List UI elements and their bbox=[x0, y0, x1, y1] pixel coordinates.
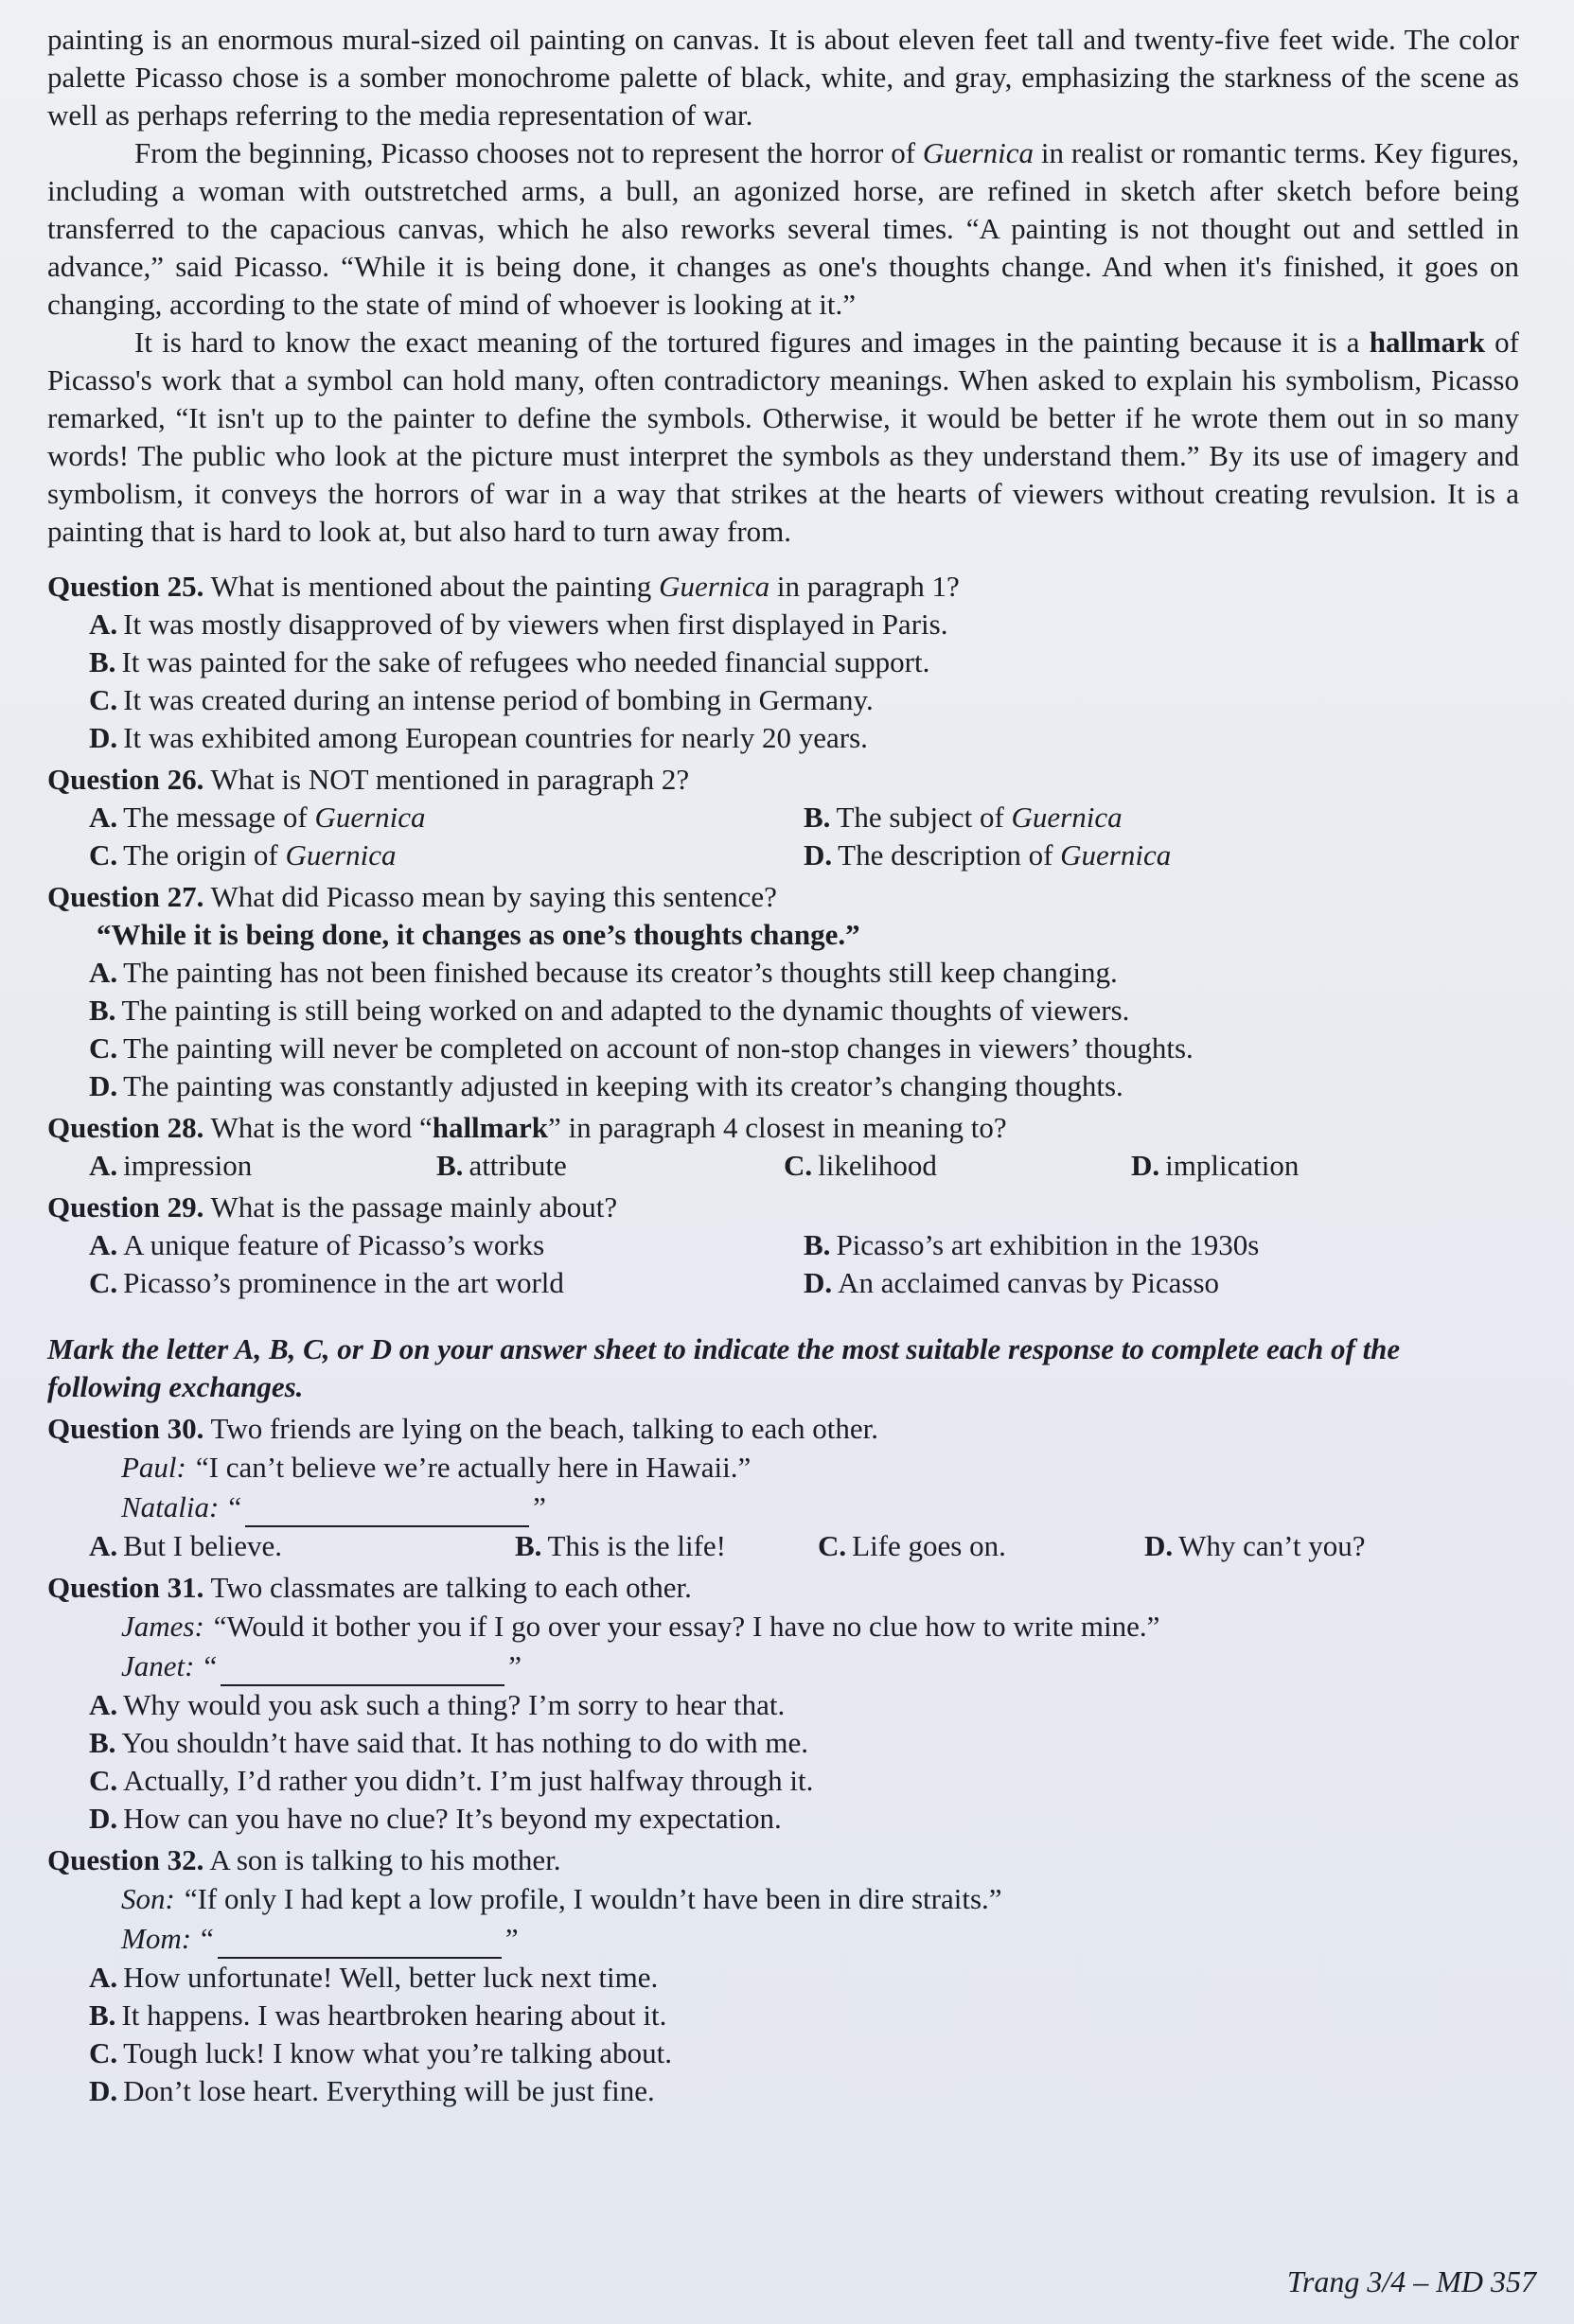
option-b[interactable] bbox=[515, 1527, 818, 1565]
option-text: You shouldn’t have said that. It has nothing to do with me. bbox=[121, 1726, 809, 1759]
option-a[interactable] bbox=[89, 606, 1519, 643]
option-letter: C. bbox=[89, 1764, 118, 1797]
option-text: The message of bbox=[123, 801, 315, 834]
question-27 bbox=[47, 878, 1519, 1105]
option-text: implication bbox=[1165, 1149, 1300, 1182]
option-text: Actually, I’d rather you didn’t. I’m just halfway through it. bbox=[123, 1764, 814, 1797]
option-b[interactable] bbox=[436, 1147, 784, 1185]
option-text: Tough luck! I know what you’re talking about. bbox=[123, 2036, 672, 2069]
option-b[interactable] bbox=[89, 992, 1519, 1030]
question-32 bbox=[47, 1841, 1519, 2110]
answer-blank bbox=[218, 1928, 502, 1959]
question-number: Question 26. bbox=[47, 763, 204, 796]
option-c[interactable] bbox=[818, 1527, 1144, 1565]
question-number: Question 29. bbox=[47, 1190, 204, 1224]
option-letter: C. bbox=[89, 683, 118, 716]
option-letter: A. bbox=[89, 1228, 118, 1261]
option-text: The origin of bbox=[123, 838, 286, 872]
close-quote: ” bbox=[508, 1649, 522, 1682]
option-letter: B. bbox=[804, 801, 831, 834]
option-text: It was painted for the sake of refugees who needed financial support. bbox=[121, 645, 930, 678]
option-letter: D. bbox=[804, 838, 833, 872]
option-b[interactable] bbox=[89, 643, 1519, 681]
stem-a: What is the word “ bbox=[203, 1111, 433, 1144]
option-letter: C. bbox=[89, 1031, 118, 1065]
option-text: likelihood bbox=[818, 1149, 937, 1182]
speaker-2-line bbox=[47, 1488, 1519, 1527]
option-a[interactable] bbox=[89, 1686, 1519, 1724]
option-letter: A. bbox=[89, 801, 118, 834]
option-letter: B. bbox=[515, 1529, 542, 1562]
option-text: An acclaimed canvas by Picasso bbox=[838, 1266, 1220, 1299]
question-list bbox=[47, 568, 1519, 2110]
option-text: The painting will never be completed on account of non-stop changes in viewers’ thoughts. bbox=[123, 1031, 1194, 1065]
option-letter: D. bbox=[89, 721, 118, 754]
question-29 bbox=[47, 1188, 1519, 1302]
p2-text-b: in realist or romantic terms. Key figures, including a woman with outstretched arms, a bull, an agonized horse, are refined in sketch after sketch before being transferred to the capacious canvas, which he also reworks several times. “A painting is not thought out and settled in advance,” said Picasso. “While it is being done, it changes as one's thoughts change. And when it's finished, it goes on changing, according to the state of mind of whoever is looking at it.” bbox=[47, 136, 1519, 321]
question-31-stem bbox=[47, 1569, 1519, 1607]
question-29-stem bbox=[47, 1188, 1519, 1226]
stem: A son is talking to his mother. bbox=[203, 1843, 561, 1876]
speaker-name: Janet: bbox=[121, 1649, 195, 1682]
option-letter: C. bbox=[89, 838, 118, 872]
question-28-stem bbox=[47, 1109, 1519, 1147]
stem-italic: Guernica bbox=[659, 570, 770, 603]
open-quote: “ bbox=[203, 1649, 218, 1682]
option-text: impression bbox=[123, 1149, 253, 1182]
question-32-stem bbox=[47, 1841, 1519, 1879]
option-italic: Guernica bbox=[1060, 838, 1172, 872]
stem-b: ” in paragraph 4 closest in meaning to? bbox=[548, 1111, 1007, 1144]
option-c[interactable] bbox=[89, 1264, 804, 1302]
stem-b: in paragraph 1? bbox=[769, 570, 960, 603]
option-text: The description of bbox=[838, 838, 1061, 872]
option-letter: A. bbox=[89, 1688, 118, 1721]
option-a[interactable] bbox=[89, 1226, 804, 1264]
option-c[interactable] bbox=[784, 1147, 1131, 1185]
speaker-quote: “If only I had kept a low profile, I wouldn’t have been in dire straits.” bbox=[184, 1882, 1002, 1915]
option-italic: Guernica bbox=[314, 801, 426, 834]
option-text: Don’t lose heart. Everything will be just fine. bbox=[123, 2074, 655, 2107]
option-italic: Guernica bbox=[285, 838, 397, 872]
option-letter: B. bbox=[436, 1149, 464, 1182]
option-letter: D. bbox=[1131, 1149, 1160, 1182]
option-text: Why would you ask such a thing? I’m sorry to hear that. bbox=[123, 1688, 786, 1721]
option-text: The painting was constantly adjusted in keeping with its creator’s changing thoughts. bbox=[123, 1069, 1123, 1102]
speaker-2-line bbox=[47, 1646, 1519, 1686]
option-d[interactable] bbox=[1131, 1147, 1478, 1185]
option-d[interactable] bbox=[89, 1800, 1519, 1838]
open-quote: “ bbox=[228, 1490, 242, 1523]
passage-paragraph-1: painting is an enormous mural-sized oil painting on canvas. It is about eleven feet tall and twenty-five feet wide. The color palette Picasso chose is a somber monochrome palette of black, white, and gray, emphasizing the starkness of the scene as well as perhaps referring to the media representation of war. bbox=[47, 23, 1519, 132]
question-26-stem bbox=[47, 761, 1519, 799]
option-text: But I believe. bbox=[123, 1529, 283, 1562]
question-26 bbox=[47, 761, 1519, 874]
question-28 bbox=[47, 1109, 1519, 1185]
option-text: It was exhibited among European countries for nearly 20 years. bbox=[123, 721, 868, 754]
option-d[interactable] bbox=[1144, 1527, 1492, 1565]
speaker-quote: “I can’t believe we’re actually here in Hawaii.” bbox=[195, 1451, 752, 1484]
stem: What is NOT mentioned in paragraph 2? bbox=[203, 763, 690, 796]
option-text: attribute bbox=[469, 1149, 567, 1182]
option-b[interactable] bbox=[89, 1997, 1519, 2034]
question-number: Question 32. bbox=[47, 1843, 204, 1876]
question-number: Question 28. bbox=[47, 1111, 204, 1144]
p3-bold: hallmark bbox=[1369, 326, 1486, 359]
option-text: A unique feature of Picasso’s works bbox=[123, 1228, 545, 1261]
quote-text: “While it is being done, it changes as one’s thoughts change.” bbox=[97, 918, 860, 951]
option-d[interactable] bbox=[804, 836, 1518, 874]
option-a[interactable] bbox=[89, 1147, 436, 1185]
p3-text-b: of Picasso's work that a symbol can hold many, often contradictory meanings. When asked to explain his symbolism, Picasso remarked, “It isn't up to the painter to define the symbols. Otherwise, it would be better if he wrote them out in so many words! The public who look at the picture must interpret the symbols as they understand them.” By its use of imagery and symbolism, it conveys the horrors of war in a way that strikes at the hearts of viewers without creating revulsion. It is a painting that is hard to look at, but also hard to turn away from. bbox=[47, 326, 1519, 548]
option-text: Picasso’s art exhibition in the 1930s bbox=[836, 1228, 1260, 1261]
option-c[interactable] bbox=[89, 681, 1519, 719]
answer-blank bbox=[245, 1497, 529, 1527]
question-31 bbox=[47, 1569, 1519, 1838]
option-b[interactable] bbox=[804, 1226, 1518, 1264]
question-27-stem bbox=[47, 878, 1519, 916]
option-d[interactable] bbox=[89, 2072, 1519, 2110]
option-c[interactable] bbox=[89, 836, 804, 874]
speaker-name: Paul: bbox=[121, 1451, 186, 1484]
option-letter: D. bbox=[89, 1802, 118, 1835]
question-27-quote bbox=[47, 916, 1519, 954]
option-c[interactable] bbox=[89, 2034, 1519, 2072]
question-number: Question 25. bbox=[47, 570, 204, 603]
option-text: Life goes on. bbox=[852, 1529, 1006, 1562]
option-d[interactable] bbox=[804, 1264, 1518, 1302]
speaker-name: James: bbox=[121, 1610, 204, 1643]
option-text: The painting has not been finished because its creator’s thoughts still keep changing. bbox=[123, 956, 1118, 989]
option-a[interactable] bbox=[89, 954, 1519, 992]
speaker-name: Son: bbox=[121, 1882, 175, 1915]
option-c[interactable] bbox=[89, 1762, 1519, 1800]
p3-text-a: It is hard to know the exact meaning of the tortured figures and images in the painting because it is a bbox=[134, 326, 1370, 359]
option-c[interactable] bbox=[89, 1030, 1519, 1067]
question-number: Question 27. bbox=[47, 880, 204, 913]
option-letter: B. bbox=[89, 1998, 116, 2032]
option-letter: C. bbox=[89, 2036, 118, 2069]
stem: Two classmates are talking to each other. bbox=[203, 1571, 692, 1604]
option-text: Picasso’s prominence in the art world bbox=[123, 1266, 564, 1299]
stem-a: What is mentioned about the painting bbox=[203, 570, 660, 603]
question-25-stem bbox=[47, 568, 1519, 606]
speaker-name: Natalia: bbox=[121, 1490, 220, 1523]
stem-bold: hallmark bbox=[432, 1111, 548, 1144]
option-letter: A. bbox=[89, 607, 118, 641]
option-text: How unfortunate! Well, better luck next time. bbox=[123, 1961, 659, 1994]
option-letter: B. bbox=[89, 645, 116, 678]
option-text: The painting is still being worked on and adapted to the dynamic thoughts of viewers. bbox=[121, 994, 1130, 1027]
speaker-1-line bbox=[47, 1607, 1519, 1646]
option-a[interactable] bbox=[89, 799, 804, 836]
option-letter: A. bbox=[89, 1149, 118, 1182]
question-number: Question 30. bbox=[47, 1412, 204, 1445]
speaker-2-line bbox=[47, 1919, 1519, 1959]
option-text: Why can’t you? bbox=[1178, 1529, 1366, 1562]
open-quote: “ bbox=[201, 1922, 214, 1955]
option-letter: A. bbox=[89, 1961, 118, 1994]
option-letter: C. bbox=[818, 1529, 847, 1562]
option-italic: Guernica bbox=[1011, 801, 1123, 834]
p2-text-a: From the beginning, Picasso chooses not to represent the horror of bbox=[134, 136, 923, 169]
option-d[interactable] bbox=[89, 1067, 1519, 1105]
option-a[interactable] bbox=[89, 1527, 515, 1565]
option-text: It was created during an intense period of bombing in Germany. bbox=[123, 683, 874, 716]
option-a[interactable] bbox=[89, 1959, 1519, 1997]
question-25 bbox=[47, 568, 1519, 757]
passage-paragraph-3 bbox=[47, 324, 1519, 551]
option-letter: A. bbox=[89, 1529, 118, 1562]
option-b[interactable] bbox=[804, 799, 1518, 836]
option-b[interactable] bbox=[89, 1724, 1519, 1762]
stem: Two friends are lying on the beach, talking to each other. bbox=[203, 1412, 878, 1445]
passage-paragraph-2 bbox=[47, 134, 1519, 324]
option-letter: B. bbox=[804, 1228, 831, 1261]
option-text: It was mostly disapproved of by viewers when first displayed in Paris. bbox=[123, 607, 948, 641]
speaker-1-line bbox=[47, 1448, 1519, 1488]
option-d[interactable] bbox=[89, 719, 1519, 757]
option-text: How can you have no clue? It’s beyond my expectation. bbox=[123, 1802, 782, 1835]
option-letter: D. bbox=[89, 2074, 118, 2107]
p2-italic: Guernica bbox=[922, 136, 1034, 169]
option-letter: D. bbox=[804, 1266, 833, 1299]
option-text: It happens. I was heartbroken hearing about it. bbox=[121, 1998, 667, 2032]
option-letter: A. bbox=[89, 956, 118, 989]
close-quote: ” bbox=[533, 1490, 546, 1523]
answer-blank bbox=[221, 1656, 504, 1686]
speaker-name: Mom: bbox=[121, 1922, 192, 1955]
question-30 bbox=[47, 1410, 1519, 1565]
stem: What did Picasso mean by saying this sentence? bbox=[203, 880, 777, 913]
question-number: Question 31. bbox=[47, 1571, 204, 1604]
option-letter: C. bbox=[784, 1149, 813, 1182]
page-footer: Trang 3/4 – MD 357 bbox=[1286, 2264, 1536, 2298]
speaker-1-line bbox=[47, 1879, 1519, 1919]
close-quote: ” bbox=[504, 1922, 519, 1955]
option-text: This is the life! bbox=[547, 1529, 726, 1562]
option-letter: B. bbox=[89, 1726, 116, 1759]
option-letter: C. bbox=[89, 1266, 118, 1299]
speaker-quote: “Would it bother you if I go over your essay? I have no clue how to write mine.” bbox=[213, 1610, 1160, 1643]
option-letter: D. bbox=[89, 1069, 118, 1102]
option-letter: B. bbox=[89, 994, 116, 1027]
section-directions: Mark the letter A, B, C, or D on your answer sheet to indicate the most suitable response to complete each of the following exchanges. bbox=[47, 1332, 1401, 1403]
option-text: The subject of bbox=[836, 801, 1012, 834]
question-30-stem bbox=[47, 1410, 1519, 1448]
stem: What is the passage mainly about? bbox=[203, 1190, 618, 1224]
option-letter: D. bbox=[1144, 1529, 1174, 1562]
